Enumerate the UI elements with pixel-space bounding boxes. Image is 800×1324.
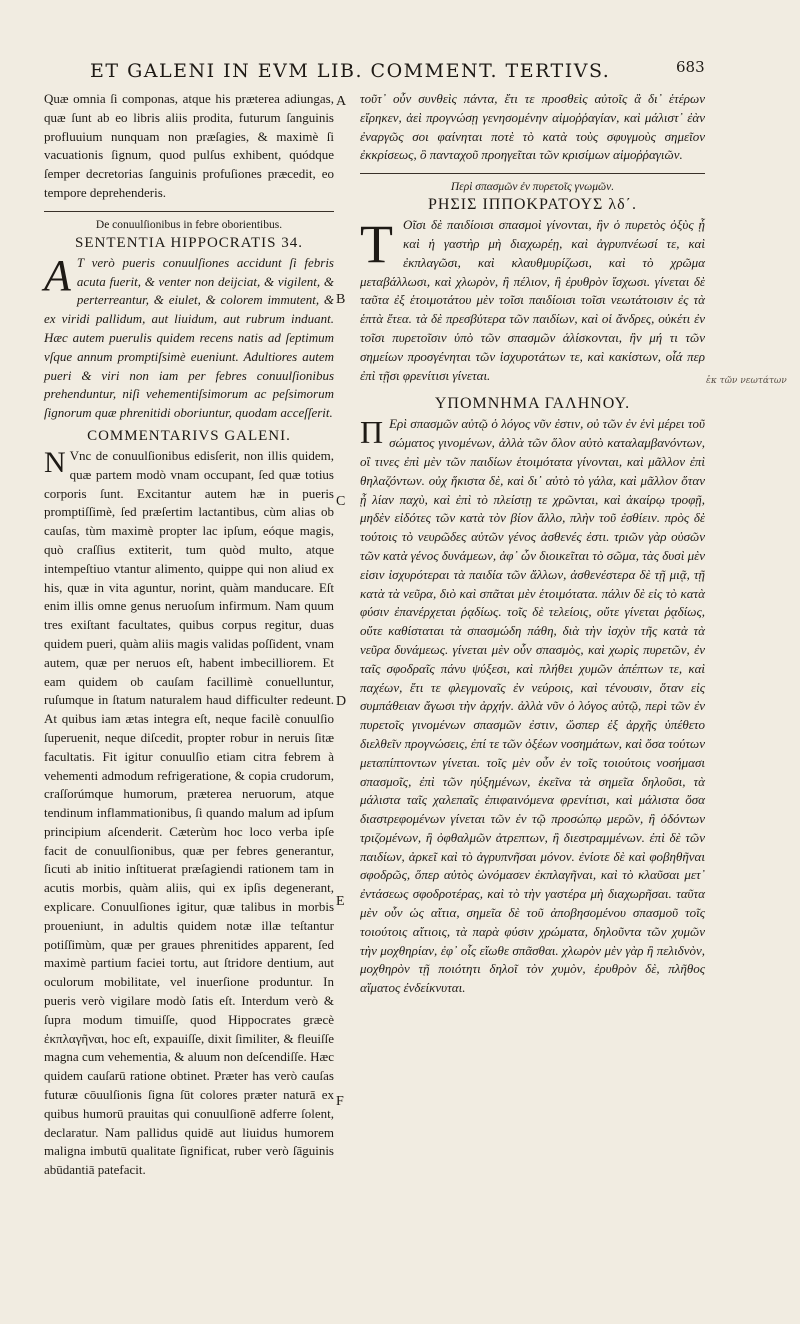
latin-commentary-text: Vnc de conuulſionibus edisſerit, non illis quidem, quæ partem modò vnam occupant, ſed quæ totius corporis ſunt. Excitantur autem hæ in pueris promptiſſimè, ſed præſertim lactantibus, cùm alias ob cauſas, tùm maximè propter lac ipſum, eóque magis, quò craſſius extiterit, tum quòd multo, atque intempeſtiuo vtantur alimento, quippe qui non aliud ex his, quæ in vita aguntur, norint, quàm manducare. Eſt enim illis omne genus neruoſum infirmum. Nam quum tres exiſtant facultates, quibus corpus regitur, duas quidem pueri, quàm aliis magis validas poſſident, vnam autem, quæ per neruos eſt, habent imbecilliorem. Et eam quidem ob cauſam facillimè conuelluntur, ruſumque in ſtatum naturalem haud difficulter redeunt. At quibus iam ætas integra eſt, neque facilè conuulſio ſuperuenit, neque diſcedit, propter robur in neruis ſitæ facultatis. Fit igitur conuulſio etiam citra febrem à vehementi admodum refrigeratione, & copia crudorum, craſſorúmque humorum, præterea neruorum, atque tendinum inflammationibus, ſi quando malum ad ipſum principium aſcenderit. Cæterùm hoc loco verba ipſe facit de conuulſionibus, quæ per febres generantur, ſicuti ab initio inſtituerat præſagiendi rationem tam in acutis morbis, quàm aliis, qui ex ipſis degenerant, explicare. Conuulſiones igitur, quæ talibus in morbis proueniunt, in adultis quidem notæ illæ teſtantur potiſſimùm, quæ per graues phrenitides apparent, ſed maximè partium faciei tortu, aut ſtridore dentium, aut oculorum mobilitate, vel inuerſione produntur. In pueris verò vigilare modò ſatis eſt. Interdum verò & ſupra modum timuiſſe, quod Hippocrates græcè ἐκπλαγῆναι, hoc eſt, expauiſſe, dixit ſimiliter, & fleuiſſe magna cum vehementia, & aluum non deſcendiſſe. Hæc quidem cauſarū ratione obtinet. Præter has verò cauſas futuræ cōuulſionis ſigna ſūt colores præter naturā ex quibus humorū prauitas qui conuulſionē adferre ſolent, declaratur. Nam pallidus quidē aut liuidus humorem maligna imbutū qualitate ſignificat, ruber verò ſāguinis abūdantiā patefacit.: [44, 447, 334, 1178]
greek-commentary: [360, 415, 705, 998]
page-number: 683: [676, 58, 705, 76]
greek-aphorism-text: Οῖσι δὲ παιδίοισι σπασμοὶ γίνονται, ἢν ὁ πυρετὸς ὀξὺς ᾖ καὶ ἡ γαστὴρ μὴ διαχωρέῃ, καὶ ἀγρυπνέωσί τε, καὶ ἐκπλαγῶσι, καὶ κλαυθμυρίζωσι, καὶ τὸ χρῶμα μεταβάλλωσι, καὶ χλωρὸν, ἢ πέλιον, ἢ ἐρυθρὸν ἴσχωσι. γίνεται δὲ ταῦτα ἐξ ἑτοιμοτάτου μὲν τοῖσι παιδίοισι τοῖσι νεωτάτοισιν ἐς τὰ ἑπτὰ ἔτεα. τὰ δὲ πρεσβύτερα τῶν παιδίων, καὶ οἱ ἄνδρες, οὐκέτι ἐν τοῖσι πυρετοῖσιν ὑπὸ τῶν σπασμῶν ἁλίσκονται, ἢν μή τι τῶν σημείων προσγένηται τῶν ἰσχυροτάτων τε, καὶ κακίστων, οἷά περ ἐπὶ τῇσι φρενίτισι γίνεται.: [360, 217, 705, 383]
latin-small-title: De conuulſionibus in febre oborientibus.: [95, 218, 283, 231]
latin-top-paragraph: Quæ omnia ſi componas, atque his præterea adiungas, quæ ſunt ab eo libris aliis prodita, futurum ſanguinis profluuium nunquam non præſagies, & maximè ſi vacuationis ſignum, quod pulſus exhibent, quódque ſemper decretorias ſanguinis profuſiones præcedit, eo tempore deprehenderis.: [44, 91, 334, 200]
latin-commentary: [44, 447, 334, 1180]
greek-commentary-heading: ΥΠΟΜΝΗΜΑ ΓΑΛΗΝΟΥ.: [434, 395, 631, 413]
latin-column: [44, 90, 334, 1180]
margin-letter-e: E: [336, 894, 345, 909]
drop-cap-n: N: [44, 445, 66, 479]
margin-letter-c: C: [336, 494, 346, 509]
divider-rule-greek: [360, 173, 705, 174]
running-head: ET GALENI IN EVM LIB. COMMENT. TERTIVS.: [90, 60, 611, 82]
latin-aphorism-text: T verò pueris conuulſiones accidunt ſi febris acuta fuerit, & venter non deijciat, & vigilent, & perterreantur, & eiulet, & colorem immutent, & ex viridi pallidum, aut liuidum, aut rubrum induant. Hæc autem puerulis quidem recens natis ad ſeptimum vſque annum promptiſsimè eueniunt. Adultiores autem pueri & viri non iam per febres conuulſionibus prehenduntur, niſi vehementiſsimorum ac peſsimorum ſignorum quæ phrenitidi oboriuntur, quodam acceſſerit.: [44, 254, 334, 421]
margin-letter-b: B: [336, 292, 346, 307]
drop-cap-a: A: [44, 250, 71, 300]
greek-column: [360, 90, 705, 998]
handwritten-margin-note: ἐκ τῶν νεωτάτων: [706, 376, 787, 386]
margin-letter-d: D: [336, 694, 347, 709]
greek-rhesis-heading: ΡΗΣΙΣ ΙΠΠΟΚΡΑΤΟΥΣ λδ΄.: [428, 196, 637, 214]
margin-letter-a: A: [336, 94, 347, 109]
greek-top-paragraph: τοῦτ᾽ οὖν συνθεὶς πάντα, ἔτι τε προσθεὶς αὐτοῖς ἃ δι᾽ ἑτέρων εἴρηκεν, ἀεὶ προγνώσῃ γενησομένην αἱμοῤῥαγίαν, καὶ μάλιστ᾽ ἐὰν ἐναργῶς σοι φαίνηται ποτὲ τὸ κατὰ τοὺς σφυγμοὺς σημεῖον ἐκκρίσεως, ὃ πανταχοῦ προηγεῖται τῶν κρισίμων αἱμοῤῥαγιῶν.: [360, 91, 705, 163]
drop-cap-pi: Π: [360, 414, 384, 451]
greek-aphorism: [360, 216, 705, 385]
margin-letter-f: F: [336, 1094, 344, 1109]
divider-rule: [44, 211, 334, 212]
latin-commentary-heading: COMMENTARIVS GALENI.: [87, 427, 291, 444]
drop-cap-tau: Τ: [360, 214, 393, 275]
latin-sententia-heading: SENTENTIA HIPPOCRATIS 34.: [75, 234, 303, 251]
greek-small-title: Περὶ σπασμῶν ἐν πυρετοῖς γνωμῶν.: [450, 181, 615, 194]
greek-commentary-text: Ερὶ σπασμῶν αὐτῷ ὁ λόγος νῦν ἐστιν, οὐ τῶν ἐν ἑνὶ μέρει τοῦ σώματος γινομένων, ἀλλὰ τῶν ὅλον αὐτὸ καταλαμβανόντων, οἳ τινες ἐπὶ μὲν τῶν παιδίων ἑτοιμότατα γίνονται, καὶ μᾶλλον ἐπὶ θηλαζόντων. οὐχ ἥκιστα δὲ, καὶ δι᾽ αὐτὸ τὸ γάλα, καὶ μᾶλλον ὅταν ᾖ λίαν παχὺ, καὶ ἐπὶ τὸ πλείστῃ τε χρῶνται, καὶ ἀκαίρῳ τροφῇ, μηδὲν εἰδότες τῶν κατὰ τὸν βίον ἄλλο, πλὴν τοῦ ἐσθίειν. πρὸς δὲ τούτοις τὸ νευρῶδες αὐτῶν γένος ἀσθενές ἐστι. τριῶν γὰρ οὐσῶν τῶν κατὰ γένος δυνάμεων, ἀφ᾽ ὧν διοικεῖται τὸ σῶμα, τὰς δυσὶ μὲν εἰσιν ἰσχυρότεραι τὰ παιδία τῶν ἄλλων, ἀσθενέστερα δὲ τῇ μιᾷ, τῇ κατὰ τὰ νεῦρα, διὸ καὶ σπᾶται μὲν ἑτοιμότατα. πάλιν δὲ εἰς τὸ κατὰ φύσιν ἐπανέρχεται ῥᾳδίως. τοῖς δὲ τελείοις, οὔτε γίνεται ῥᾳδίως, οὔτε καθίσταται τὰ σπασμώδη πάθη, διὰ τὴν ἰσχὺν τῆς κατὰ τὰ νεῦρα δυνάμεως. γίνεται μὲν οὖν σπασμὸς, καὶ χωρὶς πυρετῶν, ἐν ταῖς σφοδραῖς πάνυ ψύξεσι, καὶ πλήθει χυμῶν ἀπέπτων τε, καὶ παχέων, ἔτι τε φλεγμοναῖς ἐν νεύροις, καὶ τένουσιν, ὅταν εἰς συμπάθειαν ἄγωσι τὴν ἀρχήν. ἀλλὰ νῦν ὁ λόγος αὐτῷ, περὶ τῶν ἐν πυρετοῖς γινομένων σπασμῶν ἐστιν, ὥσπερ ἐξ ἀρχῆς ὑπέθετο διελθεῖν προγνώσεις, ἐπί τε τῶν ὀξέων νοσημάτων, καὶ ὅσα τούτων μεταπίπτοντων γίνεται. τοῖς μὲν οὖν ἐν τοῖς τοιούτοις νοσήμασι σπασμοῖς, ἐπὶ τῶν ηὐξημένων, ἐκεῖνα τὰ σημεῖα δηλοῦσι, τὰ μάλιστα ταῖς χαλεπαῖς ἐπιφαινόμενα φρενίτισι, καὶ μάλιστα ὅσα διαστρεφομένων γίνεται τῶν ἐν τῷ προσώπῳ μερῶν, ἢ ὀδόντων τριζομένων, ἢ ὀφθαλμῶν ἀτρεπτων, ἢ διεστραμμένων. ἐπὶ δὲ τῶν παιδίων, ἀρκεῖ καὶ τὸ ἀγρυπνῆσαι μόνον. ἐνίοτε δὲ καὶ φοβηθῆναι σφοδρῶς, ὅπερ αὐτὸς ὠνόμασεν ἐκπλαγῆναι, καὶ τὸ κλαῦσαι μετ᾽ ἐντάσεως σφοδροτέρας, καὶ τὸ τὴν γαστέρα μὴ διαχωρῆσαι. ταῦτα μὲν οὖν ὡς αἴτια, σημεῖα δὲ τοῦ ἀποβησομένου σπασμοῦ τοῖς τοιούτοις αἴτιοις, τὰ παρὰ φύσιν χρώματα, δηλοῦντα τῶν χυμῶν τὴν μοχθηρίαν, ἐφ᾽ οἷς εἴωθε σπᾶσθαι. χλωρὸν μὲν γὰρ ἢ πελιδνὸν, μοχθηρὸν τῇ ποιότητι δηλοῖ τὸν χυμὸν, ἐρυθρὸν δὲ, πλῆθος αἵματος ἐνδείκνυται.: [360, 416, 705, 996]
latin-aphorism: [44, 250, 334, 423]
